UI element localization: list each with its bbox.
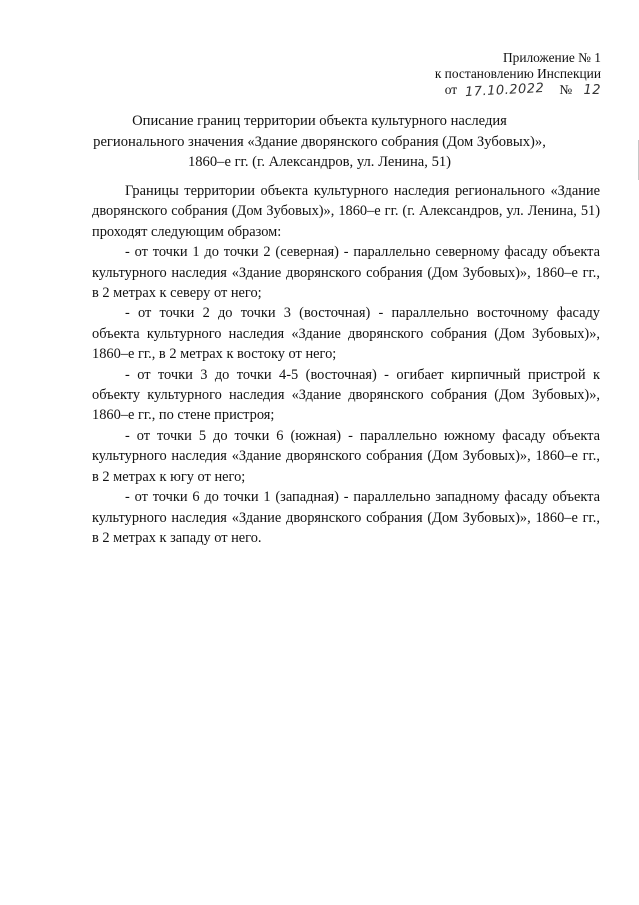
appendix-reference: к постановлению Инспекции: [434, 66, 601, 81]
number-label: №: [559, 82, 573, 97]
document-title: [80, 111, 559, 173]
boundary-segment-5-6: - от точки 5 до точки 6 (южная) - параллельно южному фасаду объекта культурного наследия «Здание дворянского собрания (Дом Зубовых)», 1860–е гг., в 2 метрах к югу от него;: [92, 427, 600, 485]
boundary-segment-3-5: - от точки 3 до точки 4-5 (восточная) - огибает кирпичный пристрой к объекту культурного наследия «Здание дворянского собрания (Дом Зубовых)», 1860–е гг., по стене пристроя;: [92, 366, 600, 424]
appendix-header: [435, 50, 601, 99]
from-label: от: [444, 82, 458, 97]
handwritten-date: 17.10.2022: [464, 80, 545, 101]
intro-paragraph: Границы территории объекта культурного наследия регионального «Здание дворянского собрания (Дом Зубовых)», 1860–е гг. (г. Александров, ул. Ленина, 51) проходят следующим образом:: [92, 183, 600, 240]
appendix-date-number-line: [435, 82, 601, 99]
boundary-segment-1-2: - от точки 1 до точки 2 (северная) - параллельно северному фасаду объекта культурного наследия «Здание дворянского собрания (Дом Зубовых)», 1860–е гг., в 2 метрах к северу от него;: [92, 244, 600, 302]
appendix-title: Приложение № 1: [502, 50, 601, 65]
title-line-1: Описание границ территории объекта культурного наследия: [132, 113, 507, 129]
document-body: [92, 181, 600, 548]
boundary-segment-6-1: - от точки 6 до точки 1 (западная) - параллельно западному фасаду объекта культурного наследия «Здание дворянского собрания (Дом Зубовых)», 1860–е гг., в 2 метрах к западу от него.: [92, 489, 600, 546]
handwritten-number: 12: [583, 83, 601, 98]
title-line-3: 1860–е гг. (г. Александров, ул. Ленина, 51): [187, 154, 452, 170]
boundary-segment-2-3: - от точки 2 до точки 3 (восточная) - параллельно восточному фасаду объекта культурного наследия «Здание дворянского собрания (Дом Зубовых)», 1860–е гг., в 2 метрах к востоку от него;: [92, 305, 600, 363]
title-line-2: регионального значения «Здание дворянского собрания (Дом Зубовых)»,: [93, 133, 546, 150]
